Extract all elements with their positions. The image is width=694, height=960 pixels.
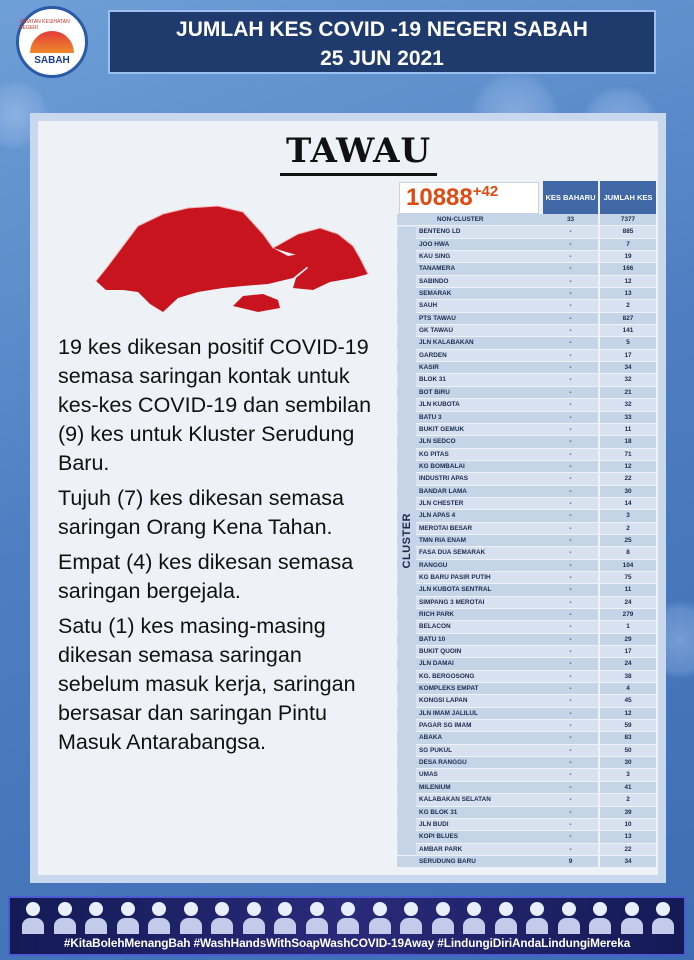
new-cases-cell: - <box>543 300 598 312</box>
cluster-name-cell: BELACON <box>397 621 543 633</box>
new-cases-cell: - <box>543 313 598 325</box>
total-cases-cell: 34 <box>600 362 656 374</box>
cluster-name-cell: BATU 10 <box>397 634 543 646</box>
new-cases-cell: - <box>543 350 598 362</box>
table-row <box>397 597 656 609</box>
total-cases-cell: 24 <box>600 658 656 670</box>
cluster-name-cell: UMAS <box>397 769 543 781</box>
logo-subtext: JABATAN KESIHATAN NEGERI <box>19 18 70 31</box>
description-paragraph: Satu (1) kes masing-masing dikesan semasa saringan sebelum masuk kerja, saringan bersasar dan saringan Pintu Masuk Antarabangsa. <box>58 614 356 754</box>
table-row <box>397 362 656 374</box>
new-cases-cell: 9 <box>543 856 598 868</box>
frontliner-figures <box>20 902 676 936</box>
new-cases-cell: - <box>543 424 598 436</box>
tawau-map <box>68 186 373 316</box>
cluster-name-cell: BUKIT GEMUK <box>397 424 543 436</box>
new-cases-cell: - <box>543 337 598 349</box>
total-cases-cell: 279 <box>600 609 656 621</box>
frontliner-figure-icon <box>52 902 78 936</box>
new-cases-cell: - <box>543 486 598 498</box>
total-cases-cell: 24 <box>600 597 656 609</box>
total-cases-cell: 45 <box>600 695 656 707</box>
frontliner-figure-icon <box>178 902 204 936</box>
new-cases-cell: - <box>543 251 598 263</box>
table-row <box>397 732 656 744</box>
cluster-name-cell: TMN RIA ENAM <box>397 535 543 547</box>
frontliner-figure-icon <box>461 902 487 936</box>
cluster-name-cell: GK TAWAU <box>397 325 543 337</box>
new-cases-cell: - <box>543 325 598 337</box>
new-cases-cell: - <box>543 263 598 275</box>
cluster-name-cell: ABAKA <box>397 732 543 744</box>
new-cases-cell: - <box>543 683 598 695</box>
new-cases-cell: - <box>543 609 598 621</box>
table-row <box>397 510 656 522</box>
cluster-name-cell: SG PUKUL <box>397 745 543 757</box>
new-cases-cell: 33 <box>543 214 598 226</box>
total-cases-cell: 11 <box>600 424 656 436</box>
table-row <box>397 412 656 424</box>
description-paragraph: Empat (4) kes dikesan semasa saringan bergejala. <box>58 550 354 603</box>
cluster-name-cell: DESA RANGGU <box>397 757 543 769</box>
cluster-name-cell: KALABAKAN SELATAN <box>397 794 543 806</box>
cluster-name-cell: RANGGU <box>397 560 543 572</box>
cluster-name-cell: JLN DAMAI <box>397 658 543 670</box>
table-row <box>397 609 656 621</box>
new-cases-cell: - <box>543 819 598 831</box>
table-row <box>397 387 656 399</box>
new-cases-cell: - <box>543 634 598 646</box>
title-date: 25 JUN 2021 <box>320 47 444 70</box>
cluster-name-cell: AMBAR PARK <box>397 844 543 856</box>
table-row <box>397 449 656 461</box>
cluster-label <box>398 227 416 855</box>
total-cases-cell: 7 <box>600 239 656 251</box>
footer-banner <box>8 896 686 956</box>
cluster-name-cell: SIMPANG 3 MEROTAI <box>397 597 543 609</box>
new-cases-cell: - <box>543 708 598 720</box>
total-cases-cell: 827 <box>600 313 656 325</box>
frontliner-figure-icon <box>650 902 676 936</box>
total-cases-cell: 19 <box>600 251 656 263</box>
non-cluster-row <box>397 214 656 226</box>
cluster-name-cell: PTS TAWAU <box>397 313 543 325</box>
cluster-name-cell: KG BLOK 31 <box>397 807 543 819</box>
total-cases-cell: 5 <box>600 337 656 349</box>
table-row <box>397 658 656 670</box>
cluster-name-cell: JLN KUBOTA <box>397 399 543 411</box>
table-row <box>397 634 656 646</box>
table-row <box>397 621 656 633</box>
table-row <box>397 782 656 794</box>
new-cases-cell: - <box>543 831 598 843</box>
frontliner-figure-icon <box>146 902 172 936</box>
table-row <box>397 535 656 547</box>
new-cases-cell: - <box>543 584 598 596</box>
cluster-name-cell: BENTENG LD <box>397 226 543 238</box>
table-row <box>397 708 656 720</box>
total-cases-cell: 7377 <box>600 214 656 226</box>
total-cases-cell: 166 <box>600 263 656 275</box>
new-cases-cell: - <box>543 387 598 399</box>
total-cases-cell: 71 <box>600 449 656 461</box>
total-cases-cell: 32 <box>600 399 656 411</box>
table-row <box>397 313 656 325</box>
total-cases-cell: 32 <box>600 374 656 386</box>
table-row <box>397 584 656 596</box>
total-cases-cell: 39 <box>600 807 656 819</box>
new-cases-cell: - <box>543 658 598 670</box>
new-cases-cell: - <box>543 844 598 856</box>
total-cases-cell: 8 <box>600 547 656 559</box>
total-cases-cell: 12 <box>600 461 656 473</box>
new-cases-cell: - <box>543 535 598 547</box>
cluster-name-cell: KONGSI LAPAN <box>397 695 543 707</box>
table-row <box>397 844 656 856</box>
table-row <box>397 486 656 498</box>
cluster-name-cell: BUKIT QUOIN <box>397 646 543 658</box>
table-row <box>397 461 656 473</box>
table-row <box>397 337 656 349</box>
cluster-name-cell: KOPI BLUES <box>397 831 543 843</box>
frontliner-figure-icon <box>241 902 267 936</box>
total-cases-cell: 12 <box>600 276 656 288</box>
new-cases-cell: - <box>543 362 598 374</box>
table-row <box>397 572 656 584</box>
new-cases-cell: - <box>543 572 598 584</box>
cluster-name-cell: KASIR <box>397 362 543 374</box>
table-row <box>397 374 656 386</box>
frontliner-figure-icon <box>335 902 361 936</box>
frontliner-figure-icon <box>587 902 613 936</box>
total-cases-cell: 1 <box>600 621 656 633</box>
frontliner-figure-icon <box>304 902 330 936</box>
new-cases-cell: - <box>543 745 598 757</box>
total-cases-cell: 33 <box>600 412 656 424</box>
table-row <box>397 831 656 843</box>
total-cases-cell: 10 <box>600 819 656 831</box>
frontliner-figure-icon <box>493 902 519 936</box>
table-row <box>397 794 656 806</box>
new-cases-cell: - <box>543 473 598 485</box>
description-text <box>58 333 378 763</box>
cluster-name-cell: JLN IMAM JALILUL <box>397 708 543 720</box>
new-cases-cell: - <box>543 449 598 461</box>
new-cases-cell: - <box>543 782 598 794</box>
cluster-name-cell: JLN CHESTER <box>397 498 543 510</box>
new-cases-cell: - <box>543 671 598 683</box>
new-cases-cell: - <box>543 757 598 769</box>
page-title <box>108 10 656 74</box>
new-cases-cell: - <box>543 732 598 744</box>
table-row <box>397 498 656 510</box>
total-cases-cell: 30 <box>600 757 656 769</box>
table-row <box>397 424 656 436</box>
table-row <box>397 251 656 263</box>
total-cases-cell: 141 <box>600 325 656 337</box>
new-cases-cell: - <box>543 807 598 819</box>
cluster-name-cell: JLN APAS 4 <box>397 510 543 522</box>
column-header-new: KES BAHARU <box>543 181 598 214</box>
new-cases-cell: - <box>543 523 598 535</box>
cluster-name-cell: INDUSTRI APAS <box>397 473 543 485</box>
footer-hashtags: #KitaBolehMenangBah #WashHandsWithSoapWashCOVID-19Away #LindungiDiriAndaLindungiMereka <box>63 936 631 950</box>
cluster-table <box>397 214 656 868</box>
new-cases-cell: - <box>543 560 598 572</box>
new-cases-cell: - <box>543 510 598 522</box>
new-cases-cell: - <box>543 276 598 288</box>
table-row <box>397 695 656 707</box>
cluster-name-cell: JLN KALABAKAN <box>397 337 543 349</box>
description-paragraph: Tujuh (7) kes dikesan semasa saringan Orang Kena Tahan. <box>58 486 344 539</box>
total-cases-cell: 11 <box>600 584 656 596</box>
table-row <box>397 769 656 781</box>
table-row <box>397 683 656 695</box>
table-row <box>397 757 656 769</box>
table-row <box>397 226 656 238</box>
new-cases-cell: - <box>543 399 598 411</box>
total-cases-cell: 17 <box>600 646 656 658</box>
table-row <box>397 807 656 819</box>
cluster-name-cell: GARDEN <box>397 350 543 362</box>
table-row <box>397 288 656 300</box>
frontliner-figure-icon <box>20 902 46 936</box>
total-cases-cell: 3 <box>600 769 656 781</box>
cluster-name-cell: JLN KUBOTA SENTRAL <box>397 584 543 596</box>
table-row <box>397 325 656 337</box>
total-cases-cell: 2 <box>600 523 656 535</box>
cluster-name-cell: SABINDO <box>397 276 543 288</box>
frontliner-figure-icon <box>398 902 424 936</box>
total-cases-cell: 3 <box>600 510 656 522</box>
table-row <box>397 856 656 868</box>
new-cases-cell: - <box>543 597 598 609</box>
new-cases-cell: - <box>543 646 598 658</box>
cluster-name-cell: JLN SEDCO <box>397 436 543 448</box>
total-cases-cell: 885 <box>600 226 656 238</box>
total-cases-cell: 41 <box>600 782 656 794</box>
cluster-name-cell: NON-CLUSTER <box>397 214 543 226</box>
cluster-name-cell: KG BARU PASIR PUTIH <box>397 572 543 584</box>
description-paragraph: 19 kes dikesan positif COVID-19 semasa saringan kontak untuk kes-kes COVID-19 dan sembilan (9) kes untuk Kluster Serudung Baru. <box>58 335 372 475</box>
total-cases <box>399 182 539 214</box>
tawau-map-island <box>233 294 280 312</box>
frontliner-figure-icon <box>524 902 550 936</box>
district-panel <box>30 113 666 883</box>
cluster-name-cell: RICH PARK <box>397 609 543 621</box>
total-cases-cell: 30 <box>600 486 656 498</box>
cluster-name-cell: BLOK 31 <box>397 374 543 386</box>
new-cases-cell: - <box>543 498 598 510</box>
new-cases-cell: - <box>543 695 598 707</box>
new-cases-cell: - <box>543 374 598 386</box>
table-row <box>397 399 656 411</box>
table-row <box>397 473 656 485</box>
table-row <box>397 436 656 448</box>
total-cases-cell: 25 <box>600 535 656 547</box>
cluster-name-cell: BOT BIRU <box>397 387 543 399</box>
tawau-map-main-region <box>96 206 308 312</box>
total-cases-cell: 104 <box>600 560 656 572</box>
total-cases-cell: 22 <box>600 844 656 856</box>
cluster-name-cell: BANDAR LAMA <box>397 486 543 498</box>
new-cases-cell: - <box>543 239 598 251</box>
table-row <box>397 560 656 572</box>
cluster-name-cell: MEROTAI BESAR <box>397 523 543 535</box>
total-cases-cell: 38 <box>600 671 656 683</box>
table-row <box>397 720 656 732</box>
cluster-name-cell: KG BOMBALAI <box>397 461 543 473</box>
column-header-total: JUMLAH KES <box>600 181 656 214</box>
cluster-name-cell: BATU 3 <box>397 412 543 424</box>
cluster-name-cell: KG PITAS <box>397 449 543 461</box>
table-row <box>397 239 656 251</box>
new-cases-cell: - <box>543 621 598 633</box>
new-cases-cell: - <box>543 412 598 424</box>
new-cases-value: +42 <box>472 183 499 200</box>
frontliner-figure-icon <box>83 902 109 936</box>
total-cases-cell: 13 <box>600 831 656 843</box>
sabah-health-logo <box>16 6 88 78</box>
new-cases-cell: - <box>543 794 598 806</box>
table-row <box>397 819 656 831</box>
total-cases-cell: 2 <box>600 794 656 806</box>
new-cases-cell: - <box>543 288 598 300</box>
total-cases-value: 10888 <box>406 184 473 211</box>
table-row <box>397 547 656 559</box>
cluster-name-cell: KOMPLEKS EMPAT <box>397 683 543 695</box>
frontliner-figure-icon <box>115 902 141 936</box>
cluster-name-cell: MILENIUM <box>397 782 543 794</box>
cluster-name-cell: SEMARAK <box>397 288 543 300</box>
new-cases-cell: - <box>543 461 598 473</box>
table-row <box>397 745 656 757</box>
table-row <box>397 276 656 288</box>
total-cases-cell: 13 <box>600 288 656 300</box>
district-name: TAWAU <box>280 131 437 176</box>
new-cases-cell: - <box>543 436 598 448</box>
cluster-name-cell: JLN BUDI <box>397 819 543 831</box>
new-cases-cell: - <box>543 720 598 732</box>
cluster-name-cell: KAU SING <box>397 251 543 263</box>
total-cases-cell: 50 <box>600 745 656 757</box>
cluster-name-cell: PAGAR SG IMAM <box>397 720 543 732</box>
total-cases-cell: 59 <box>600 720 656 732</box>
logo-text: SABAH <box>34 54 70 66</box>
total-cases-cell: 18 <box>600 436 656 448</box>
new-cases-cell: - <box>543 547 598 559</box>
table-row <box>397 523 656 535</box>
logo-mountain-icon <box>30 31 74 53</box>
cluster-name-cell: KG. BERGOSONG <box>397 671 543 683</box>
cluster-name-cell: FASA DUA SEMARAK <box>397 547 543 559</box>
total-cases-cell: 4 <box>600 683 656 695</box>
new-cases-cell: - <box>543 226 598 238</box>
cluster-name-cell: SERUDUNG BARU <box>397 856 543 868</box>
total-cases-cell: 29 <box>600 634 656 646</box>
table-row <box>397 646 656 658</box>
table-row <box>397 300 656 312</box>
cluster-name-cell: JOO HWA <box>397 239 543 251</box>
total-cases-cell: 83 <box>600 732 656 744</box>
frontliner-figure-icon <box>556 902 582 936</box>
frontliner-figure-icon <box>619 902 645 936</box>
frontliner-figure-icon <box>367 902 393 936</box>
total-cases-cell: 34 <box>600 856 656 868</box>
frontliner-figure-icon <box>430 902 456 936</box>
total-cases-cell: 22 <box>600 473 656 485</box>
table-row <box>397 671 656 683</box>
cluster-name-cell: SAUH <box>397 300 543 312</box>
table-row <box>397 350 656 362</box>
total-cases-cell: 21 <box>600 387 656 399</box>
frontliner-figure-icon <box>209 902 235 936</box>
total-cases-cell: 17 <box>600 350 656 362</box>
total-cases-cell: 12 <box>600 708 656 720</box>
title-line-1: JUMLAH KES COVID -19 NEGERI SABAH <box>176 18 588 41</box>
table-row <box>397 263 656 275</box>
total-cases-cell: 2 <box>600 300 656 312</box>
total-cases-cell: 14 <box>600 498 656 510</box>
new-cases-cell: - <box>543 769 598 781</box>
total-cases-cell: 75 <box>600 572 656 584</box>
cluster-label-text: CLUSTER <box>401 513 413 569</box>
cluster-name-cell: TANAMERA <box>397 263 543 275</box>
frontliner-figure-icon <box>272 902 298 936</box>
